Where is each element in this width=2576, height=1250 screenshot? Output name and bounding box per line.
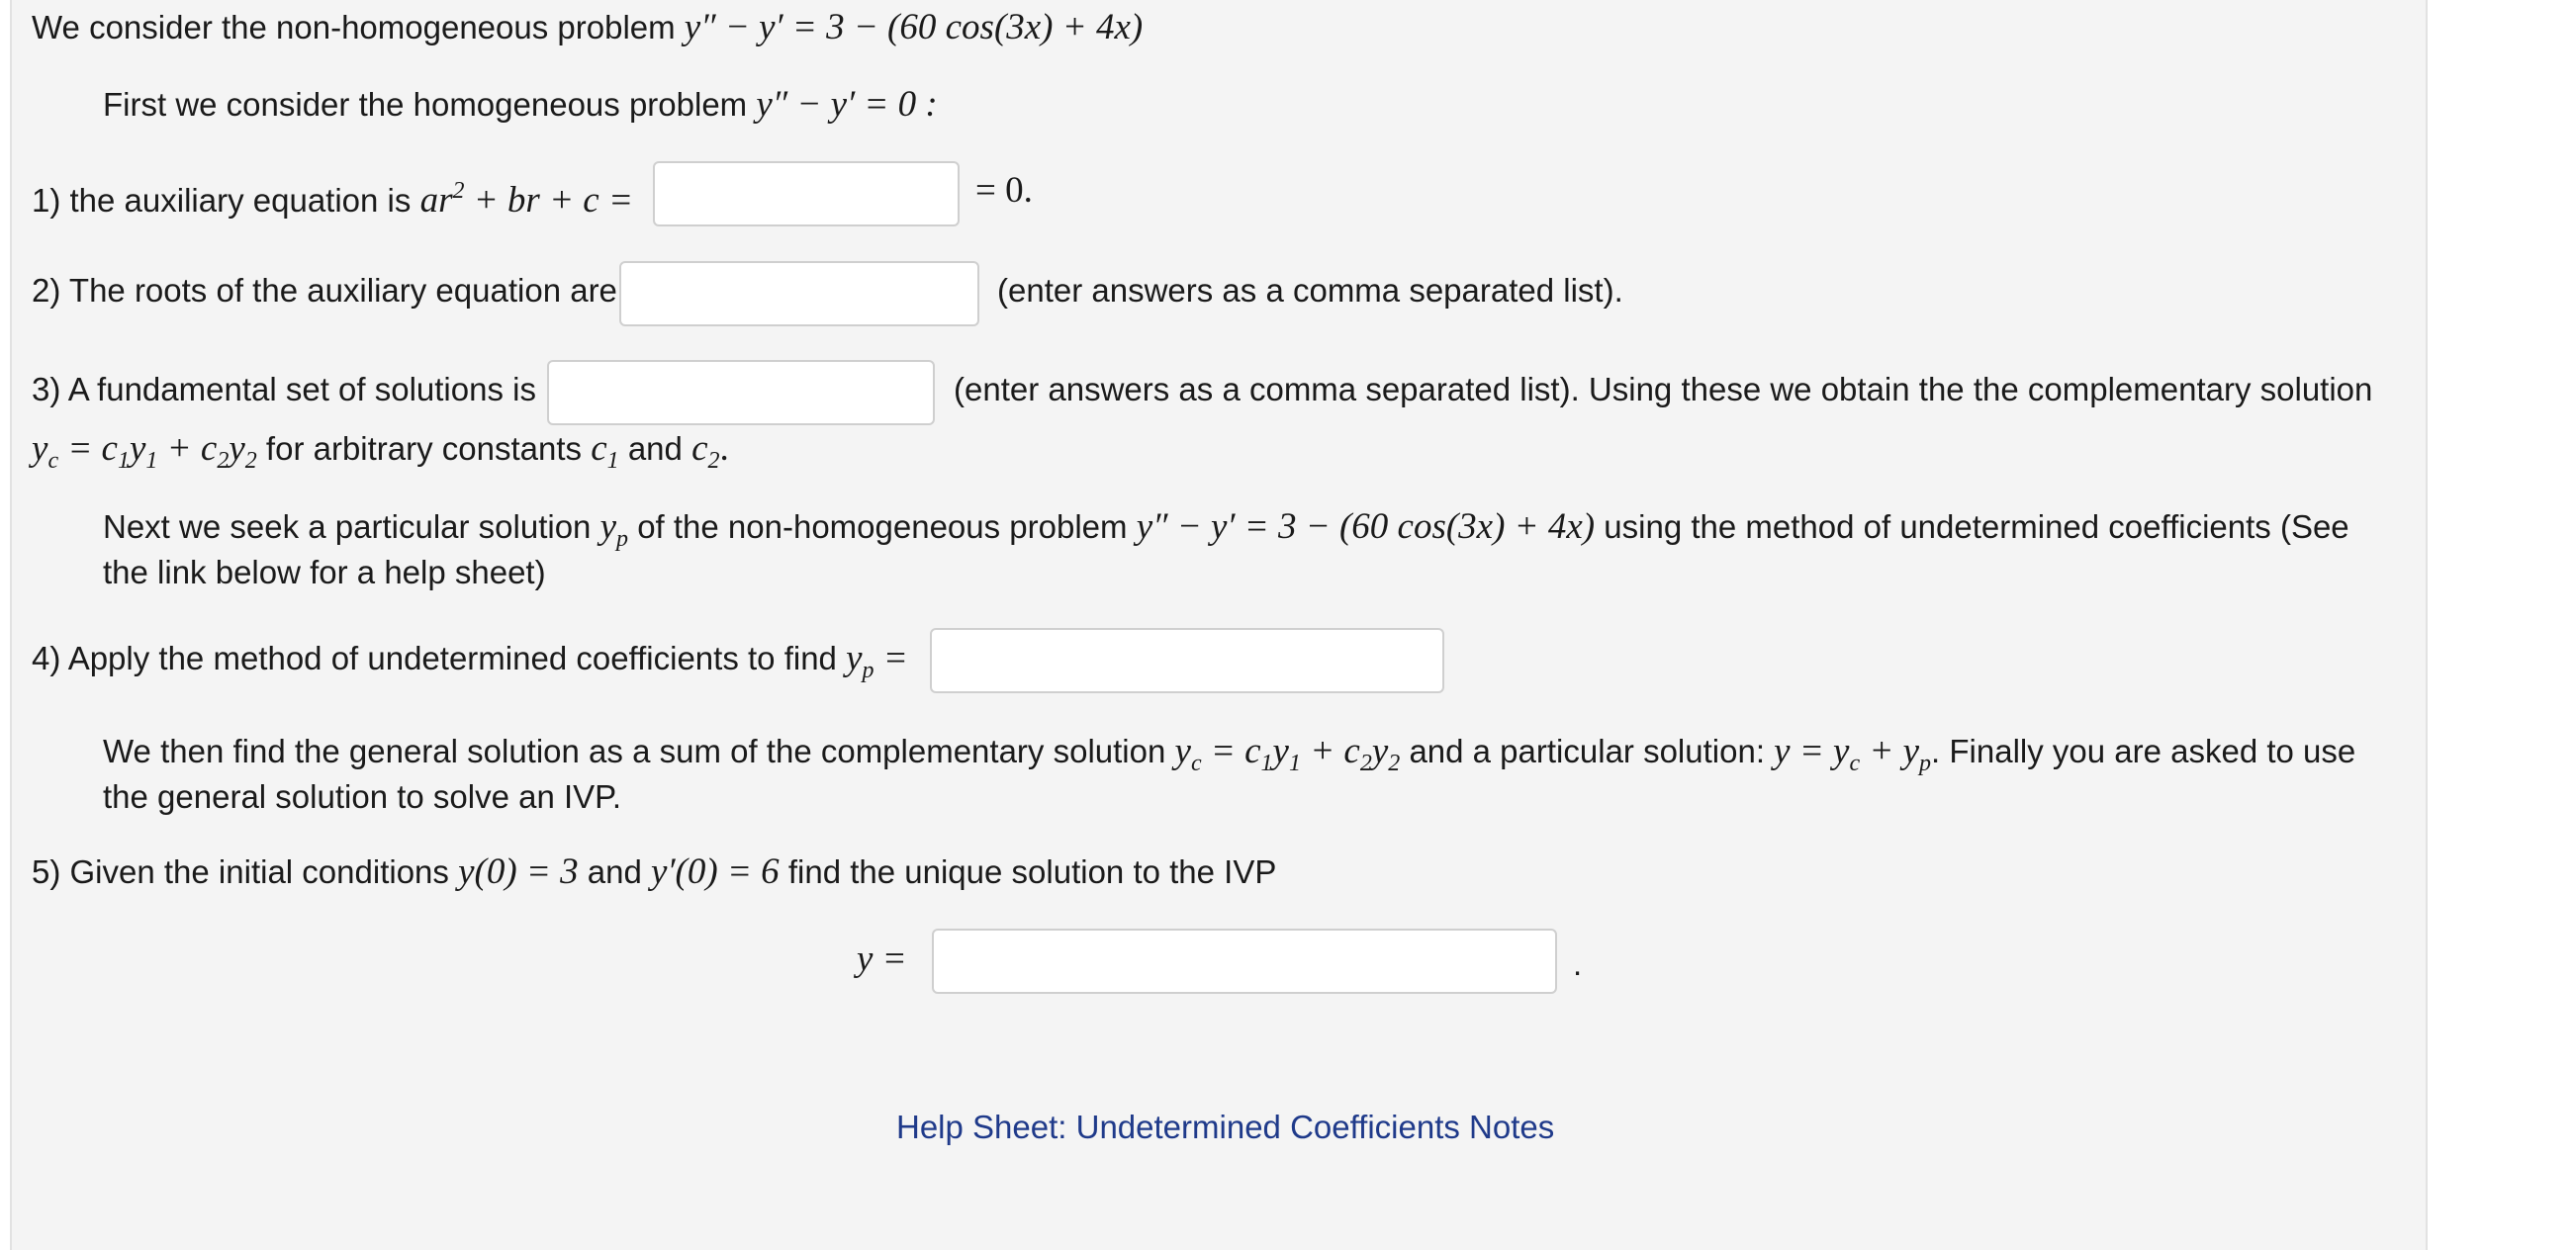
c2-symbol: $c_2$ (691, 428, 720, 474)
q4-line (32, 639, 908, 690)
q1-line (32, 171, 633, 221)
c1-symbol: $c_1$ (591, 428, 619, 474)
general-yc-formula: $y_c = c_1y_1 + c_2y_2$ (1174, 731, 1401, 776)
homogeneous-text: First we consider the homogeneous problem (103, 86, 748, 123)
q1-answer-input[interactable] (653, 161, 960, 226)
q4-label: 4) Apply the method of undetermined coefficients to find (32, 640, 837, 676)
q1-expr-ar: ar (419, 180, 453, 221)
q3-answer-input[interactable] (547, 360, 935, 425)
particular-line2: the link below for a help sheet) (103, 554, 546, 590)
q5-text2: find the unique solution to the IVP (787, 853, 1277, 890)
yp-symbol: $y_p$ (599, 506, 629, 552)
particular-text2: of the non-homogeneous problem (637, 508, 1128, 545)
q3-line2 (32, 429, 729, 481)
q5-period: . (1573, 945, 1583, 982)
q5-text1: 5) Given the initial conditions (32, 853, 449, 890)
q5-y-label: y = (857, 938, 907, 979)
q1-expr-rest: + br + c = (473, 180, 633, 221)
particular-text1: Next we seek a particular solution (103, 508, 592, 545)
general-line2: the general solution to solve an IVP. (103, 778, 622, 815)
intro-equation: y″ − y′ = 3 − (60 cos(3x) + 4x) (684, 7, 1144, 47)
q5-line (32, 852, 1276, 892)
q1-expression (420, 180, 633, 221)
q1-expr-exponent: 2 (452, 178, 465, 204)
particular-line1 (103, 507, 2349, 559)
q1-label: 1) the auxiliary equation is (32, 182, 412, 219)
q4-yp-equals: $y_p$ = (846, 638, 908, 683)
particular-text3: using the method of undetermined coefficients (See (1604, 508, 2349, 545)
general-text3: . Finally you are asked to use (1931, 733, 2356, 769)
help-sheet-link[interactable]: Help Sheet: Undetermined Coefficients Notes (896, 1109, 1555, 1145)
q2-answer-input[interactable] (619, 261, 979, 326)
general-text1: We then find the general solution as a sum of the complementary solution (103, 733, 1166, 769)
q5-condition2: y′(0) = 6 (651, 851, 780, 892)
q3-line2-and: and (627, 430, 683, 467)
q1-equals-zero: = 0. (975, 170, 1033, 211)
homogeneous-line (103, 85, 938, 125)
particular-equation: y″ − y′ = 3 − (60 cos(3x) + 4x) (1136, 506, 1596, 547)
q5-condition1: y(0) = 3 (458, 851, 579, 892)
q3-label: 3) A fundamental set of solutions is (32, 371, 536, 407)
q5-and: and (587, 853, 642, 890)
q5-answer-input[interactable] (932, 929, 1557, 994)
q2-hint: (enter answers as a comma separated list). (997, 272, 1623, 309)
intro-line (32, 8, 1143, 47)
q4-answer-input[interactable] (930, 628, 1444, 693)
q3-line2-period: . (719, 428, 729, 469)
intro-text: We consider the non-homogeneous problem (32, 9, 676, 45)
yc-formula: $y_c = c_1y_1 + c_2y_2$ (32, 428, 257, 474)
general-text2: and a particular solution: (1409, 733, 1765, 769)
q3-hint: (enter answers as a comma separated list). Using these we obtain the the complementary solution (954, 371, 2373, 407)
homogeneous-equation: y″ − y′ = 0 : (756, 84, 938, 125)
q3-line2-text: for arbitrary constants (265, 430, 583, 467)
q2-label: 2) The roots of the auxiliary equation are (32, 272, 617, 309)
general-y-formula: $y = y_c + y_p$ (1774, 731, 1932, 776)
general-line1 (103, 732, 2355, 783)
